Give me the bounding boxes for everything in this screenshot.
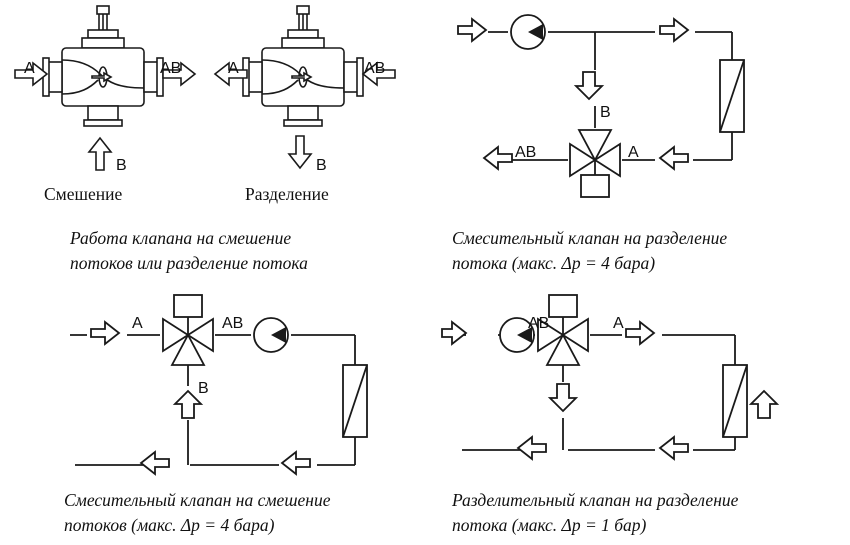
label-b-panel2: B <box>600 104 611 121</box>
arrow-inlet-top <box>458 19 486 41</box>
actuator-box-icon <box>581 175 609 197</box>
pump-icon <box>254 318 288 352</box>
arrow-inlet <box>91 322 119 344</box>
label-ab-panel2: AB <box>515 144 537 161</box>
label-ab-panel3: AB <box>222 315 244 332</box>
arrow-exchanger-up <box>751 391 777 418</box>
label-mode-dividing: Разделение <box>245 184 329 204</box>
label-b-mixing: B <box>116 157 127 174</box>
caption-panel-2-line2: потока (макс. Δp = 4 бара) <box>452 253 656 273</box>
caption-panel-4-line1: Разделительный клапан на разделение <box>452 490 739 510</box>
arrow-return-left <box>141 452 169 474</box>
label-a-mixing: A <box>24 60 35 77</box>
caption-panel-2-line1: Смесительный клапан на разделение <box>452 228 728 248</box>
valve-body-mixing <box>43 6 163 126</box>
caption-panel-1-line1: Работа клапана на смешение <box>70 228 292 248</box>
actuator-box-icon <box>174 295 202 317</box>
label-ab-panel4: AB <box>528 315 550 332</box>
pump-icon <box>511 15 545 49</box>
label-b-dividing: B <box>316 157 327 174</box>
caption-panel-1-line2: потоков или разделение потока <box>70 253 308 273</box>
label-a-panel3: A <box>132 315 143 332</box>
arrow-b-dividing <box>289 136 311 168</box>
three-way-valve-icon <box>570 130 620 197</box>
arrow-b-mixing <box>89 138 111 170</box>
three-way-valve-icon <box>163 295 213 365</box>
valve-body-dividing <box>243 6 363 126</box>
panel-dividing-valve-dividing-flow-graphic <box>440 290 850 490</box>
arrow-branch-down <box>550 384 576 411</box>
label-b-panel3: B <box>198 380 209 397</box>
actuator-box-icon <box>549 295 577 317</box>
arrow-inlet <box>442 322 466 344</box>
label-ab-dividing: AB <box>364 60 386 77</box>
label-ab-mixing: AB <box>160 60 182 77</box>
panel-mixing-valve-mixing-flow-graphic <box>55 290 455 490</box>
arrow-return-left <box>518 437 546 459</box>
label-a-panel2: A <box>628 144 639 161</box>
arrow-top-right <box>660 19 688 41</box>
arrow-branch-down <box>576 72 602 99</box>
caption-panel-4-line2: потока (макс. Δp = 1 бар) <box>452 515 647 535</box>
arrow-return-left <box>484 147 512 169</box>
panel-mixing-valve-dividing-flow-graphic <box>440 0 840 215</box>
arrow-to-exchanger <box>626 322 654 344</box>
arrow-return-right <box>660 147 688 169</box>
caption-panel-3-line1: Смесительный клапан на смешение <box>64 490 331 510</box>
arrow-return-right <box>660 437 688 459</box>
arrow-return-right <box>282 452 310 474</box>
label-a-dividing: A <box>228 60 239 77</box>
label-mode-mixing: Смешение <box>44 184 123 204</box>
panel-valve-modes-graphic <box>0 0 430 215</box>
label-a-panel4: A <box>613 315 624 332</box>
caption-panel-3-line2: потоков (макс. Δp = 4 бара) <box>64 515 275 535</box>
